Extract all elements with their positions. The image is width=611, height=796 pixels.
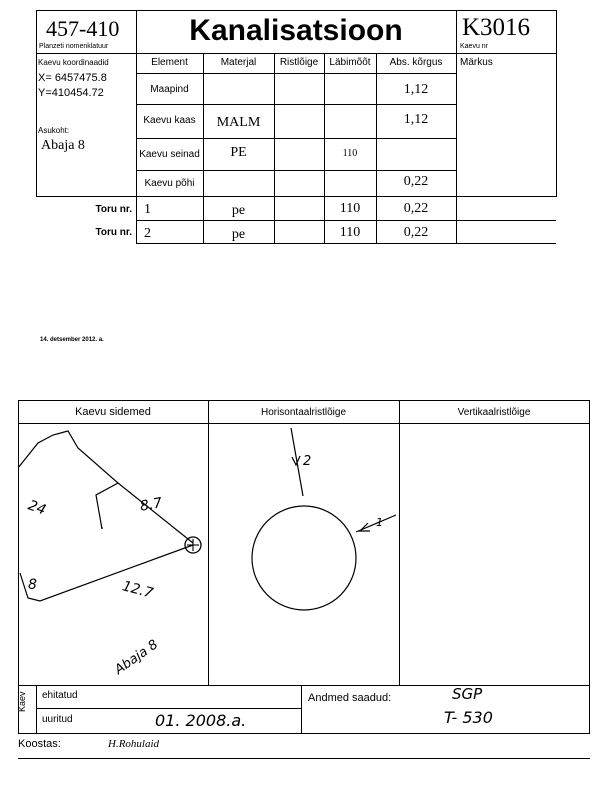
uuritud-value: 01. 2008.a. <box>155 711 247 730</box>
row-kaas-element: Kaevu kaas <box>143 115 196 126</box>
col-vertikaalristloige: Vertikaalristlõige <box>457 407 531 418</box>
row-maapind-element: Maapind <box>150 84 189 95</box>
row-kaas-korgus: 1,12 <box>403 112 429 127</box>
coordinates-label: Kaevu koordinaadid <box>38 58 109 67</box>
nomenclature-value: 457-410 <box>46 16 120 41</box>
pipe-2-nr: 2 <box>144 226 151 241</box>
andmed-saadud-label: Andmed saadud: <box>308 692 392 704</box>
pipe-1-korgus: 0,22 <box>403 201 429 216</box>
andmed-source-2: T- 530 <box>444 708 493 727</box>
page-title: Kanalisatsioon <box>189 14 403 47</box>
nomenclature-label: Planzeti nomenklatuur <box>39 43 109 50</box>
row-maapind-korgus: 1,12 <box>403 82 429 97</box>
location-value: Abaja 8 <box>41 138 85 153</box>
row-kaas-materjal: MALM <box>216 115 261 130</box>
header-element: Element <box>151 57 188 68</box>
pipe-2-labimoot: 110 <box>339 225 361 240</box>
row-seinad-materjal: PE <box>230 145 247 160</box>
col-horisontaalristloige: Horisontaalristlõige <box>260 407 347 418</box>
well-number-value: K3016 <box>462 14 531 41</box>
row-pohi-element: Kaevu põhi <box>144 178 195 189</box>
header-markus: Märkus <box>460 57 493 68</box>
ehitatud-label: ehitatud <box>42 690 78 701</box>
pipe-2-korgus: 0,22 <box>403 225 429 240</box>
pipe-1-materjal: pe <box>231 203 246 218</box>
row-seinad-labimoot: 110 <box>342 148 358 159</box>
sketch-distance-24: 24 <box>25 497 49 519</box>
andmed-source-1: SGP <box>452 685 483 703</box>
pipe-2-marker: 2 <box>303 454 312 469</box>
pipe-2-label: Toru nr. <box>95 227 132 238</box>
sketch-distance-8: 8 <box>28 577 37 593</box>
koostas-value: H.Rohulaid <box>108 738 160 750</box>
header-abs-korgus: Abs. kõrgus <box>389 57 443 68</box>
row-seinad-element: Kaevu seinad <box>139 149 200 160</box>
header-labimoot: Läbimõõt <box>329 57 371 68</box>
pipe-1-label: Toru nr. <box>95 204 132 215</box>
location-label: Asukoht: <box>38 126 70 135</box>
row-pohi-korgus: 0,22 <box>403 174 429 189</box>
well-location-sketch <box>18 423 208 685</box>
kaev-label: Kaev <box>17 691 27 712</box>
document-date: 14. detsember 2012. a. <box>40 337 104 343</box>
sketch-distance-12-7: 12.7 <box>120 578 155 602</box>
coordinate-y: Y=410454.72 <box>38 87 104 99</box>
col-kaevu-sidemed: Kaevu sidemed <box>75 406 151 418</box>
header-materjal: Materjal <box>220 57 257 68</box>
uuritud-label: uuritud <box>42 714 73 725</box>
well-number-label: Kaevu nr <box>460 43 489 50</box>
sketch-street-name: Abaja 8 <box>112 637 161 678</box>
pipe-2-materjal: pe <box>231 227 246 242</box>
koostas-label: Koostas: <box>18 738 61 750</box>
sketch-distance-8-7: 8.7 <box>138 495 164 515</box>
header-ristloige: Ristlõige <box>279 57 319 68</box>
pipe-1-marker: 1 <box>376 516 383 529</box>
coordinate-x: X= 6457475.8 <box>38 72 107 84</box>
pipe-1-labimoot: 110 <box>339 201 361 216</box>
pipe-1-nr: 1 <box>144 202 151 217</box>
